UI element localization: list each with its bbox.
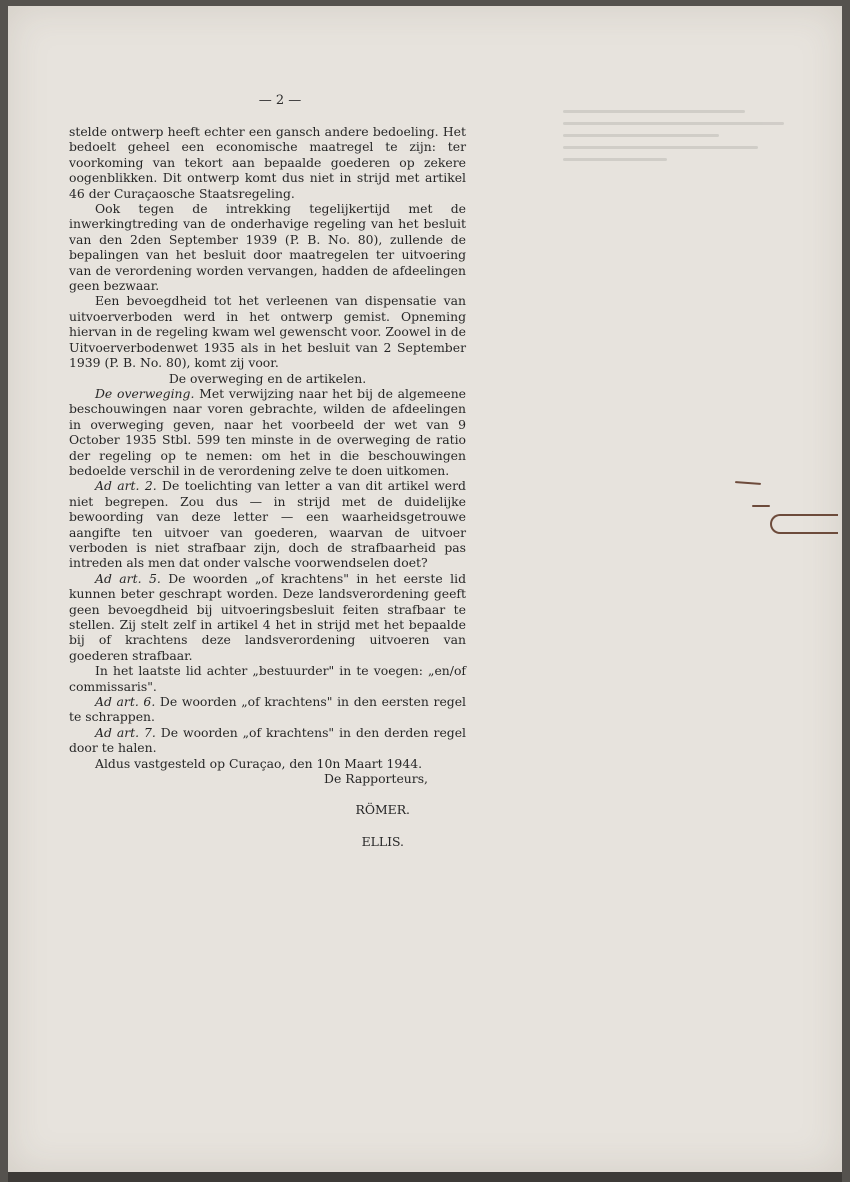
paragraph-3: Een bevoegdheid tot het verleenen van dispensatie van uitvoerverboden werd in het ontwerp gemist. Opneming hiervan in de regeling kwam wel gewenscht voor. Zoowel in de Uitvoerverbodenwet 1935 als in het besluit van 2 September 1939 (P. B. No. 80), komt zij voor. xyxy=(69,293,466,371)
margin-bracket-mark xyxy=(770,514,838,534)
art5-text: De woorden „of krachtens" in het eerste lid kunnen beter geschrapt worden. Deze landsverordening geeft geen bevoegdheid bij uitvoeringsbesluit feiten strafbaar te stellen. Zij stelt zelf in artikel 4 het in strijd met het bepaalde bij of krachtens deze landsverordening uitvoeren van goederen strafbaar. xyxy=(69,570,467,663)
page-number: — 2 — xyxy=(258,93,302,108)
paragraph-art5 xyxy=(69,571,466,663)
art2-label: Ad art. 2. xyxy=(95,478,157,494)
art5-label: Ad art. 5. xyxy=(95,570,161,586)
art6-label: Ad art. 6. xyxy=(95,694,156,710)
paragraph-art7 xyxy=(69,725,466,756)
paragraph-overweging xyxy=(69,386,466,478)
page-edge-shadow xyxy=(8,1172,842,1182)
overweging-text: Met verwijzing naar het bij de algemeene beschouwingen naar voren gebrachte, wilden de afdeelingen in overweging geven, naar het voorbeeld der wet van 9 October 1935 Stbl. 599 ten minste in de overweging de ratio der regeling op te nemen: om het in die beschouwingen bedoelde verschil in de verordening zelve te doen uitkomen. xyxy=(69,385,467,478)
document-body xyxy=(69,124,466,849)
art7-text: De woorden „of krachtens" in den derden regel door te halen. xyxy=(69,724,467,756)
signatories-label: De Rapporteurs, xyxy=(324,771,428,787)
paragraph-art2 xyxy=(69,478,466,570)
overweging-label: De overweging. xyxy=(95,385,195,401)
art2-text: De toelichting van letter a van dit artikel werd niet begrepen. Zou dus — in strijd met de duidelijke bewoording van deze letter — een waarheidsgetrouwe aangifte ten uitvoer van goederen, waarvan de uitvoer verboden is niet strafbaar zijn, doch de strafbaarheid pas intreden als men dat onder valsche voorwendselen doet? xyxy=(69,478,466,571)
closing-statement: Aldus vastgesteld op Curaçao, den 10n Maart 1944. xyxy=(95,755,423,771)
signatory-romer: RÖMER. xyxy=(355,802,410,818)
paragraph-2: Ook tegen de intrekking tegelijkertijd met de inwerkingtreding van de onderhavige regeling van het besluit van den 2den September 1939 (P. B. No. 80), zullende de bepalingen van het besluit door maatregelen ter uitvoering van de verordening worden vervangen, hadden de afdeelingen geen bezwaar. xyxy=(69,201,466,294)
bleed-through-text xyxy=(563,101,823,231)
paragraph-art5-lid: In het laatste lid achter „bestuurder" in te voegen: „en/of commissaris". xyxy=(69,663,466,694)
pencil-mark xyxy=(752,505,770,507)
paragraph-1: stelde ontwerp heeft echter een gansch andere bedoeling. Het bedoelt geheel een economische maatregel te zijn: ter voorkoming van tekort aan bepaalde goederen op zekere oogenblikken. Dit ontwerp komt dus niet in strijd met artikel 46 der Curaçaosche Staatsregeling. xyxy=(69,124,466,201)
art7-label: Ad art. 7. xyxy=(95,724,156,740)
section-heading: De overweging en de artikelen. xyxy=(168,370,367,386)
signatory-ellis: ELLIS. xyxy=(361,833,404,849)
paragraph-art6 xyxy=(69,694,466,725)
art6-text: De woorden „of krachtens" in den eersten regel te schrappen. xyxy=(69,694,466,725)
